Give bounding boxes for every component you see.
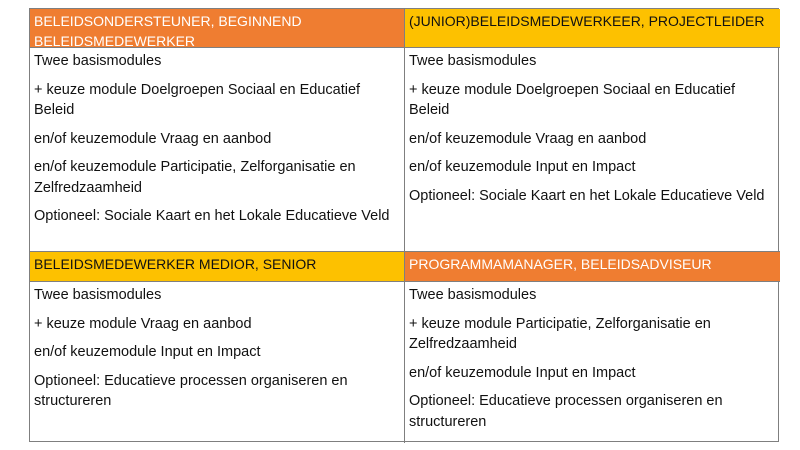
cell-beleidsmedewerker-medior-modules [30,282,405,443]
line-text: Twee basismodules [34,287,162,303]
line-text: Twee basismodules [34,53,162,69]
line-text: + keuze module Doelgroepen Sociaal en Educatief Beleid [34,81,361,118]
line-text: Optioneel: Sociale Kaart en het Lokale Educatieve Veld [34,208,390,224]
line-text: Optioneel: Sociale Kaart en het Lokale Educatieve Veld [409,187,765,204]
line-text: Optioneel: Educatieve processen organiseren en structureren [409,393,723,430]
line-text: en/of keuzemodule Vraag en aanbod [409,130,647,147]
line-text: Twee basismodules [409,287,537,303]
line-text: + keuze module Doelgroepen Sociaal en Educatief Beleid [409,81,736,118]
line-text: en/of keuzemodule Participatie, Zelforganisatie en Zelfredzaamheid [34,159,356,196]
module-table [29,8,779,442]
header-programmamanager: PROGRAMMAMANAGER, BELEIDSADVISEUR [405,252,780,282]
cell-beleidsondersteuner-modules [30,48,405,252]
line-text: en/of keuzemodule Input en Impact [409,159,636,175]
line-text: en/of keuzemodule Vraag en aanbod [34,130,272,147]
line-text: en/of keuzemodule Input en Impact [409,364,636,381]
cell-programmamanager-modules [405,282,780,443]
header-beleidsmedewerker-medior: BELEIDSMEDEWERKER MEDIOR, SENIOR [30,252,405,282]
line-text: Twee basismodules [409,53,537,69]
line-text: en/of keuzemodule Input en Impact [34,344,261,360]
cell-junior-beleidsmedewerker-modules [405,48,780,252]
line-text: + keuze module Vraag en aanbod [34,315,252,332]
header-beleidsondersteuner: BELEIDSONDERSTEUNER, BEGINNEND BELEIDSMEDEWERKER [30,9,405,48]
line-text: Optioneel: Educatieve processen organiseren en structureren [34,372,348,409]
line-text: + keuze module Participatie, Zelforganisatie en Zelfredzaamheid [409,315,711,352]
header-junior-beleidsmedewerker: (JUNIOR)BELEIDSMEDEWERKEER, PROJECTLEIDER [405,9,780,48]
